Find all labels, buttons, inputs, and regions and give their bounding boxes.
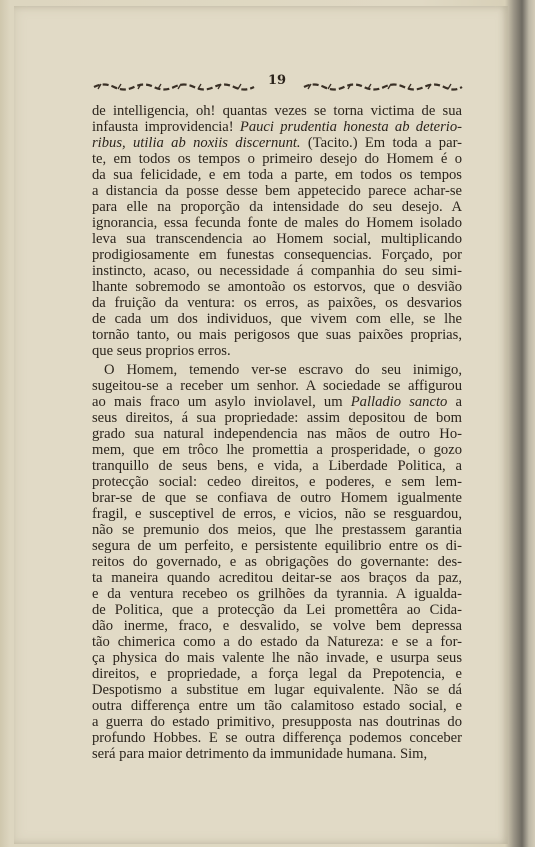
text-line [92, 602, 462, 618]
text-run: para elle na proporção da intensidade do seu desejo. A [92, 199, 462, 215]
text-line [92, 698, 462, 714]
text-run: te, em todos os tempos o primeiro desejo do Homem é o [92, 151, 462, 167]
text-line [92, 183, 462, 199]
text-line [92, 506, 462, 522]
text-line [92, 263, 462, 279]
text-run: dão inerme, fraco, e desvalido, se volve bem depressa [92, 618, 462, 634]
text-line [92, 311, 462, 327]
text-run: seus direitos, á sua propriedade: assim depositou de bom [92, 410, 462, 426]
text-run: mem, que em trôco lhe promettia a prosperidade, o gozo [92, 442, 462, 458]
text-run: profundo Hobbes. E se outra differença podemos conceber [92, 730, 462, 746]
text-line [92, 442, 462, 458]
text-line [92, 634, 462, 650]
text-line [92, 650, 462, 666]
text-run: tão chimerica como a do estado da Natureza: e se a for- [92, 634, 462, 650]
text-line [92, 426, 462, 442]
text-run: ta maneira quando acreditou deitar-se aos braços da paz, [92, 570, 462, 586]
text-line [92, 103, 462, 119]
text-run: infausta improvidencia! [92, 119, 240, 135]
text-line [92, 279, 462, 295]
text-line [92, 746, 462, 762]
text-line [92, 362, 462, 378]
text-run: O Homem, temendo ver-se escravo do seu inimigo, [104, 362, 462, 378]
text-run: leva sua transcendencia ao Homem social, multiplicando [92, 231, 462, 247]
text-run: instincto, acaso, ou necessidade á companhia do seu simi- [92, 263, 462, 279]
text-line [92, 570, 462, 586]
text-run: e da ventura recebeo os grilhões da tyrannia. A igualda- [92, 586, 462, 602]
text-line [92, 151, 462, 167]
text-line [92, 538, 462, 554]
text-run: direitos, e propriedade, a força legal da Prepotencia, e [92, 666, 462, 682]
text-line [92, 554, 462, 570]
text-line [92, 666, 462, 682]
text-run: tornão tanto, ou mais perigosos que suas paixões proprias, [92, 327, 462, 343]
text-line [92, 327, 462, 343]
text-run: não se premunio dos meios, que lhe prestassem garantia [92, 522, 462, 538]
text-line [92, 295, 462, 311]
italic-text-run: ribus, utilia ab noxiis discernunt. [92, 135, 301, 151]
text-run: que seus proprios erros. [92, 343, 231, 359]
italic-text-run: Palladio sancto [350, 394, 448, 410]
text-line [92, 215, 462, 231]
text-line [92, 730, 462, 746]
text-line [92, 135, 462, 151]
text-run: fragil, e susceptivel de erros, e vicios, não se resguardou, [92, 506, 462, 522]
text-run: ao mais fraco um asylo inviolavel, um [92, 394, 351, 410]
text-line [92, 682, 462, 698]
text-run: outra differença entre um tão calamitoso estado social, e [92, 698, 462, 714]
text-line [92, 586, 462, 602]
text-run: de intelligencia, oh! quantas vezes se torna victima de sua [92, 103, 462, 119]
text-run: lhante sobremodo se amontoão os estorvos, que o desvião [92, 279, 462, 295]
text-run: de Politica, que a protecção da Lei promettêra ao Cida- [92, 602, 462, 618]
text-run: ça physica do mais valente lhe não invade, e usurpa seus [92, 650, 462, 666]
text-line [92, 714, 462, 730]
text-run: a [447, 394, 462, 410]
text-line [92, 231, 462, 247]
text-line [92, 474, 462, 490]
text-line [92, 618, 462, 634]
body-text [92, 103, 462, 762]
text-run: Despotismo a substitue em lugar equivalente. Não se dá [92, 682, 462, 698]
text-run: da sua felicidade, e em toda a parte, em todos os tempos [92, 167, 462, 183]
text-run: será para maior detrimento da immunidade humana. Sim, [92, 746, 428, 762]
text-run: da fruição da ventura: os erros, as paixões, os desvarios [92, 295, 462, 311]
text-run: a guerra do estado primitivo, presupposta nas doutrinas do [92, 714, 462, 730]
text-line [92, 199, 462, 215]
italic-text-run: Pauci prudentia honesta ab deterio- [239, 119, 462, 135]
text-line [92, 378, 462, 394]
text-run: protecção social: cedeo direitos, e poderes, e sem lem- [92, 474, 462, 490]
text-run: de cada um dos individuos, que vivem com elle, se lhe [92, 311, 462, 327]
text-line [92, 490, 462, 506]
text-run: grado sua natural independencia nas mãos de outro Ho- [92, 426, 462, 442]
text-run: prodigiosamente em funestas consequencias. Forçado, por [92, 247, 462, 263]
text-run: segura de um perfeito, e persistente equilibrio entre os di- [92, 538, 462, 554]
text-run: (Tacito.) Em toda a par- [300, 135, 463, 151]
text-line [92, 247, 462, 263]
text-run: tranquillo de seus bens, e vida, a Liberdade Politica, a [92, 458, 462, 474]
text-line [92, 394, 462, 410]
text-run: ignorancia, essa fecunda fonte de males do Homem isolado [92, 215, 462, 231]
text-run: brar-se de que se confiava de outro Homem igualmente [92, 490, 462, 506]
text-run: a distancia da posse desse bem appetecido parece achar-se [92, 183, 462, 199]
text-line [92, 167, 462, 183]
text-line [92, 343, 462, 359]
text-line [92, 410, 462, 426]
text-line [92, 458, 462, 474]
text-run: sugeitou-se a receber um senhor. A sociedade se affigurou [92, 378, 462, 394]
text-run: reitos do governado, e as obrigações do governante: des- [92, 554, 462, 570]
text-line [92, 522, 462, 538]
text-line [92, 119, 462, 135]
page-number: 19 [265, 73, 289, 88]
